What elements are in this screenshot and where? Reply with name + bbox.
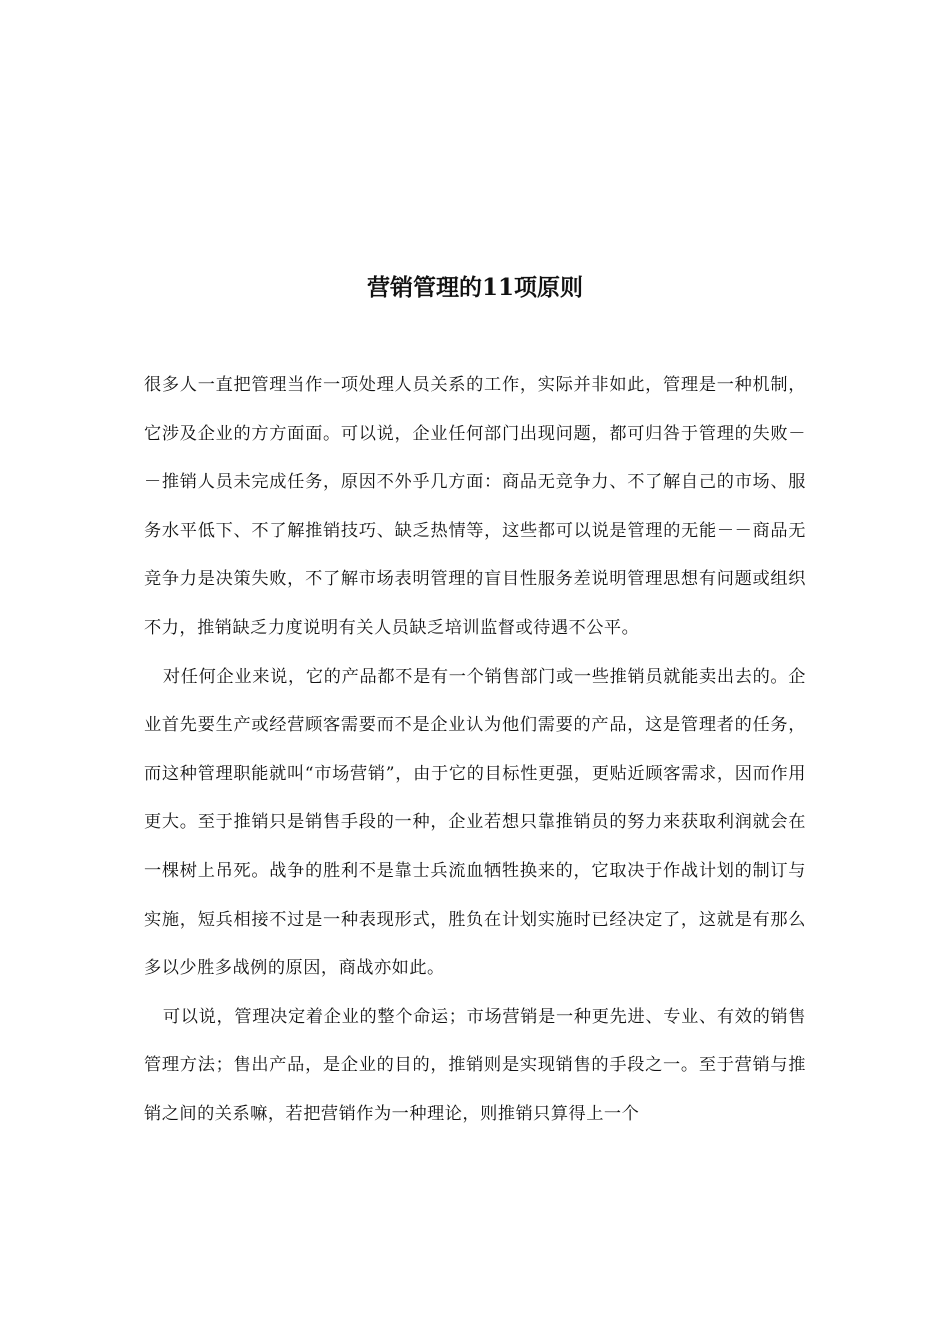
paragraph-2: 对任何企业来说，它的产品都不是有一个销售部门或一些推销员就能卖出去的。企业首先要生产或经营顾客需要而不是企业认为他们需要的产品，这是管理者的任务，而这种管理职能就叫“市场营销”，由于它的目标性更强，更贴近顾客需求，因而作用更大。至于推销只是销售手段的一种，企业若想只靠推销员的努力来获取利润就会在一棵树上吊死。战争的胜利不是靠士兵流血牺牲换来的，它取决于作战计划的制订与实施，短兵相接不过是一种表现形式，胜负在计划实施时已经决定了，这就是有那么多以少胜多战例的原因，商战亦如此。 xyxy=(144,666,806,979)
paragraph-3: 可以说，管理决定着企业的整个命运；市场营销是一种更先进、专业、有效的销售管理方法；售出产品，是企业的目的，推销则是实现销售的手段之一。至于营销与推销之间的关系嘛，若把营销作为一种理论，则推销只算得上一个 xyxy=(144,1006,806,1124)
paragraph-1: 很多人一直把管理当作一项处理人员关系的工作，实际并非如此，管理是一种机制，它涉及企业的方方面面。可以说，企业任何部门出现问题，都可归咎于管理的失败－－推销人员未完成任务，原因不外乎几方面：商品无竞争力、不了解自己的市场、服务水平低下、不了解推销技巧、缺乏热情等，这些都可以说是管理的无能－－商品无竞争力是决策失败，不了解市场表明管理的盲目性服务差说明管理思想有问题或组织不力，推销缺乏力度说明有关人员缺乏培训监督或待遇不公平。 xyxy=(144,375,806,638)
document-title: 营销管理的11项原则 xyxy=(366,274,583,301)
document-body xyxy=(144,361,806,1139)
